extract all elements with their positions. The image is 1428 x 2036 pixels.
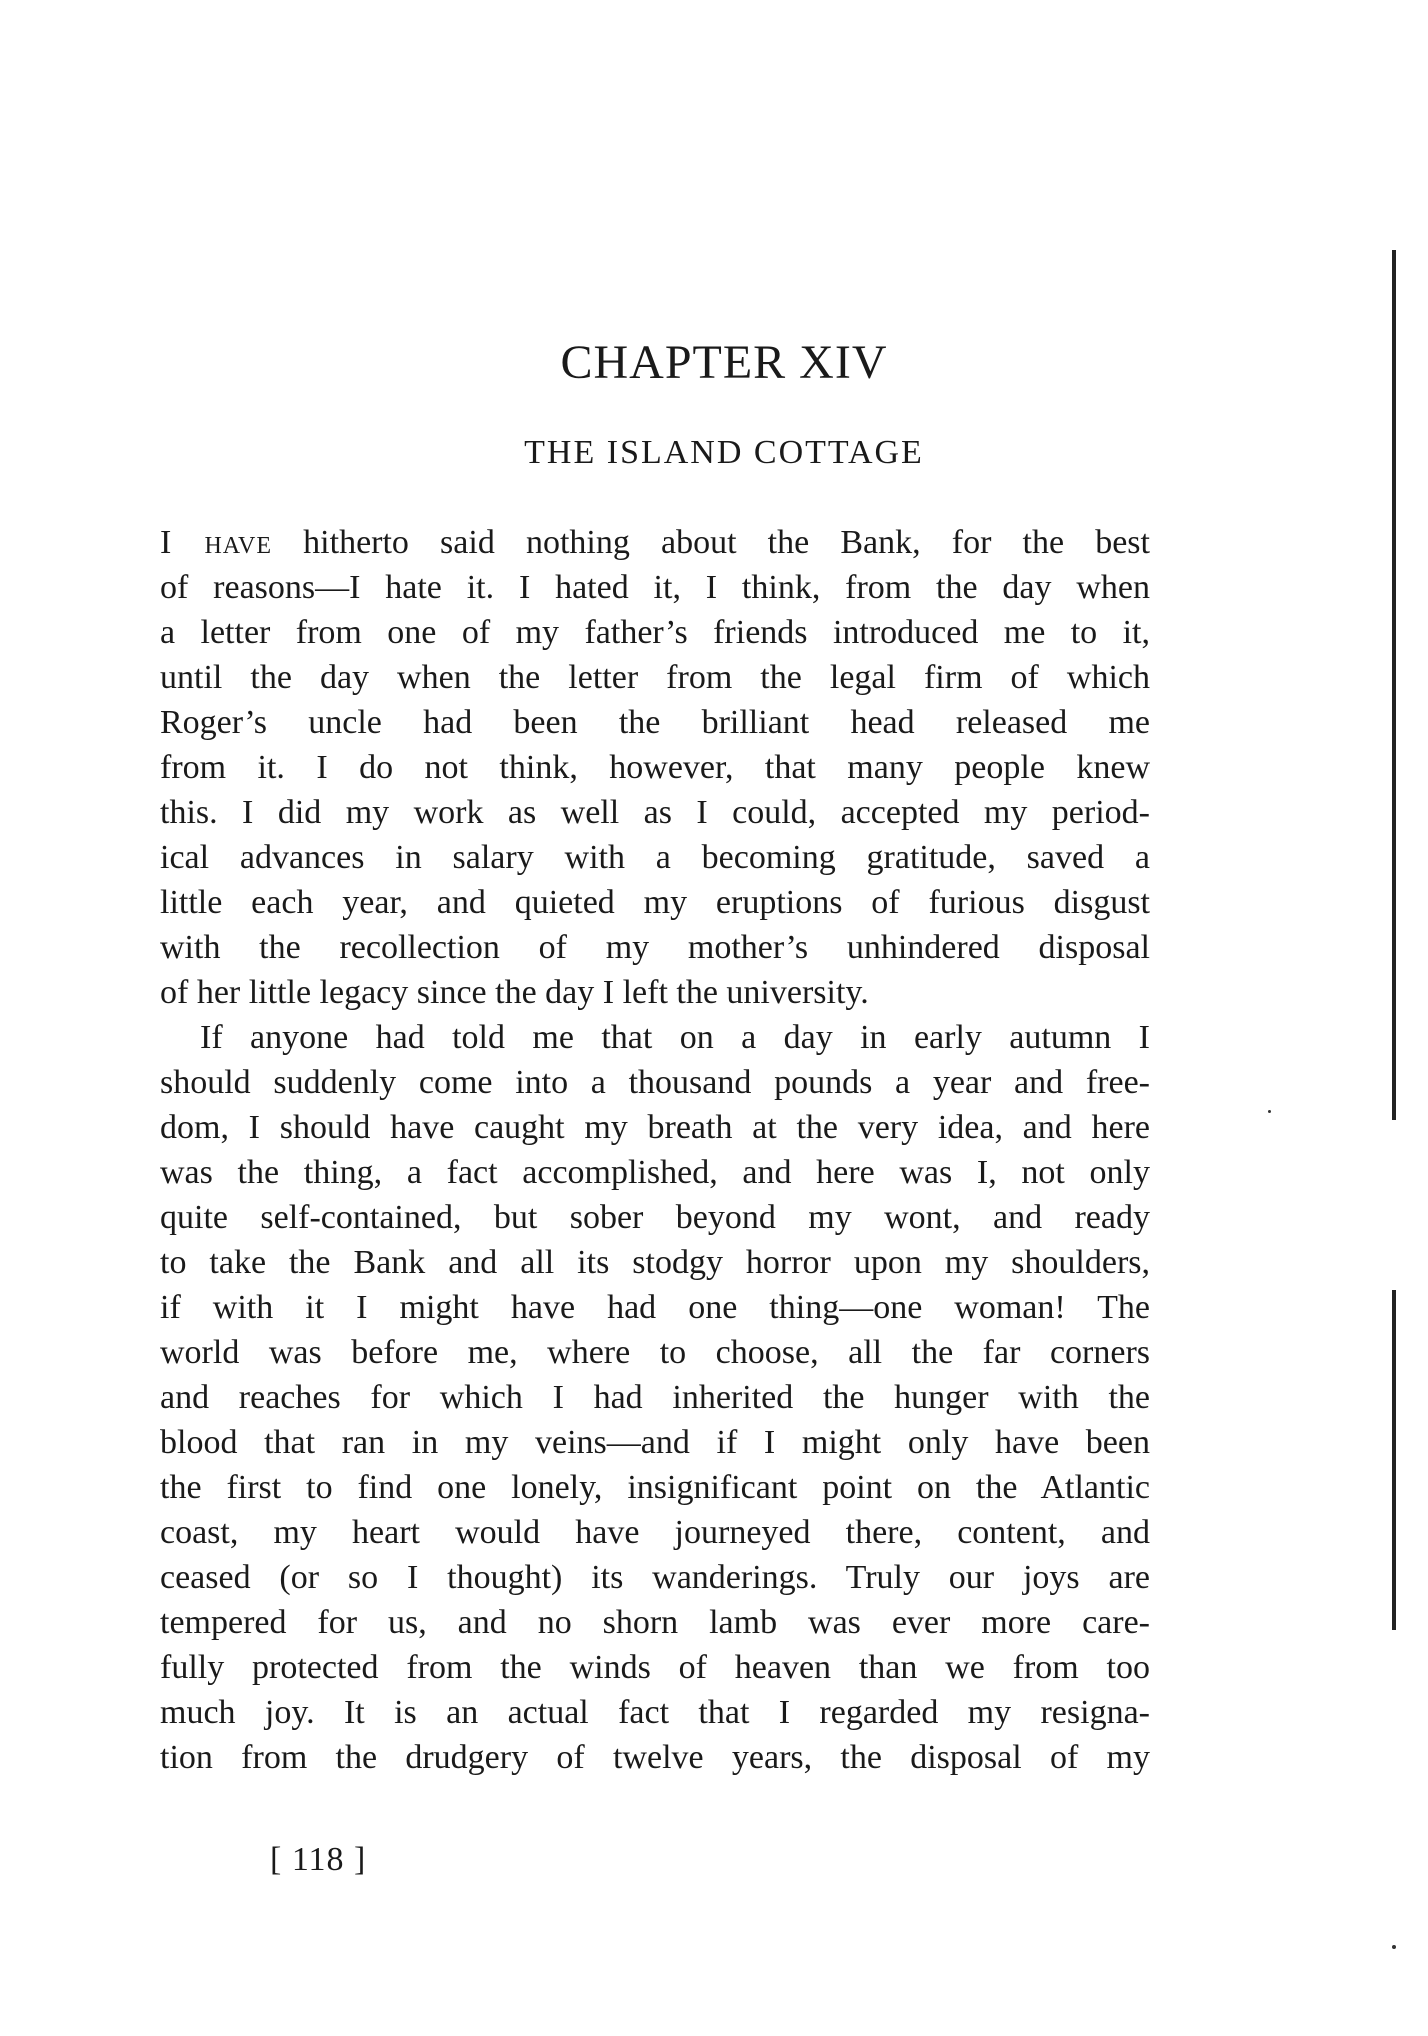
text-line: blood that ran in my veins—and if I might only have been [160,1424,1150,1461]
text-line: tion from the drudgery of twelve years, the disposal of my [160,1739,1150,1776]
text-line: and reaches for which I had inherited the hunger with the [160,1379,1150,1416]
text-line: Roger’s uncle had been the brilliant head released me [160,704,1150,741]
text-line: with the recollection of my mother’s unhindered disposal [160,929,1150,966]
text-line: If anyone had told me that on a day in early autumn I [200,1019,1150,1056]
text-line: if with it I might have had one thing—one woman! The [160,1289,1150,1326]
scan-speck [1392,1945,1396,1949]
text-line: was the thing, a fact accomplished, and here was I, not only [160,1154,1150,1191]
paragraph-1 [160,520,1150,1015]
text-line: much joy. It is an actual fact that I regarded my resigna- [160,1694,1150,1731]
text-line: ceased (or so I thought) its wanderings. Truly our joys are [160,1559,1150,1596]
chapter-title: THE ISLAND COTTAGE [524,434,924,471]
text-line: dom, I should have caught my breath at the very idea, and here [160,1109,1150,1146]
text-line: from it. I do not think, however, that many people knew [160,749,1150,786]
page-number: [ 118 ] [270,1841,367,1878]
text-line: of her little legacy since the day I left the university. [160,974,869,1011]
text-line: the first to find one lonely, insignificant point on the Atlantic [160,1469,1150,1506]
text-line: until the day when the letter from the legal firm of which [160,659,1150,696]
body-text [160,520,1150,1780]
text-line: I have hitherto said nothing about the Bank, for the best [160,524,1150,561]
text-line: fully protected from the winds of heaven than we from too [160,1649,1150,1686]
opening-smallcaps: I have [160,524,273,561]
text-line: this. I did my work as well as I could, accepted my period- [160,794,1150,831]
paragraph-2 [160,1015,1150,1780]
text-line: a letter from one of my father’s friends introduced me to it, [160,614,1150,651]
text-line: quite self-contained, but sober beyond my wont, and ready [160,1199,1150,1236]
text-line: little each year, and quieted my eruptions of furious disgust [160,884,1150,921]
text-line: world was before me, where to choose, all the far corners [160,1334,1150,1371]
chapter-heading: CHAPTER XIV [560,336,888,389]
text-line: coast, my heart would have journeyed there, content, and [160,1514,1150,1551]
binding-edge-mark [1392,250,1396,1120]
text-line: should suddenly come into a thousand pounds a year and free- [160,1064,1150,1101]
scan-speck [1268,1110,1271,1113]
text-line: of reasons—I hate it. I hated it, I think, from the day when [160,569,1150,606]
text-line: to take the Bank and all its stodgy horror upon my shoulders, [160,1244,1150,1281]
text-line: tempered for us, and no shorn lamb was ever more care- [160,1604,1150,1641]
text-line: ical advances in salary with a becoming gratitude, saved a [160,839,1150,876]
binding-edge-mark [1392,1290,1396,1630]
